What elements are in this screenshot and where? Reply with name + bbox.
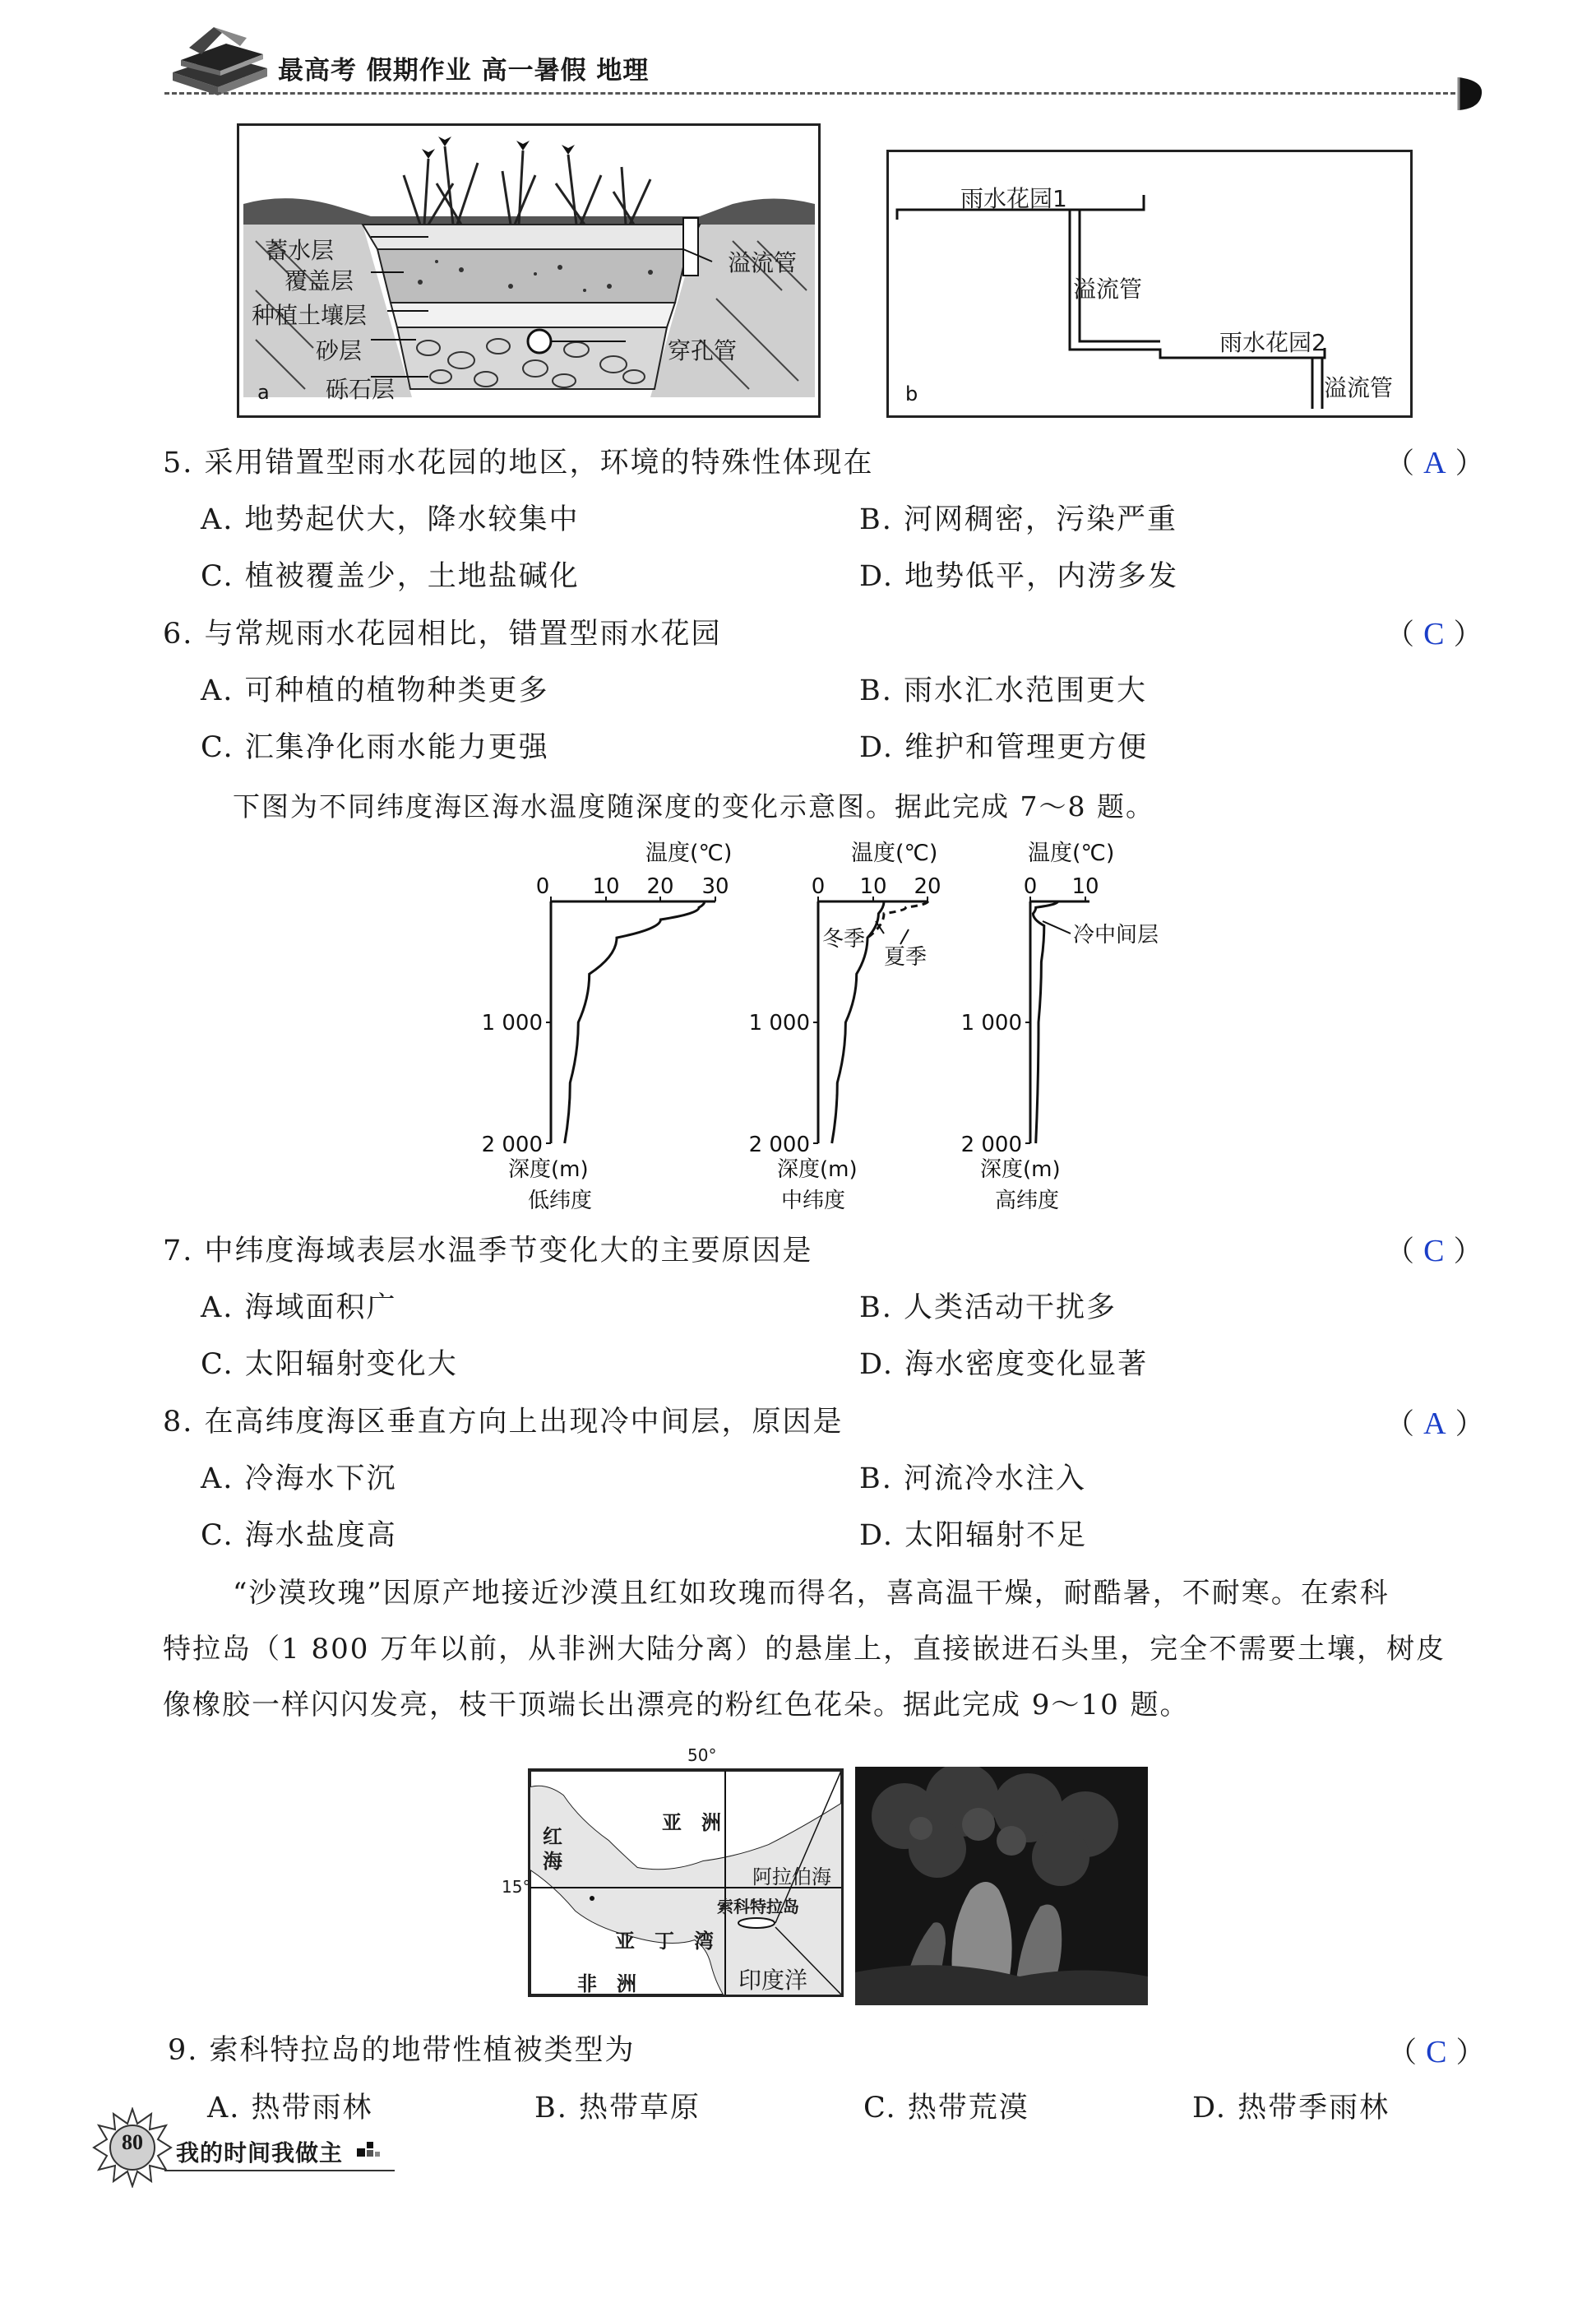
depth-tick-low-1000: 1 000 bbox=[481, 1011, 543, 1036]
winter-label: 冬季 bbox=[822, 927, 866, 952]
question-8-option-c: C. 海水盐度高 bbox=[201, 1519, 397, 1552]
passage-line-1: “沙漠玫瑰”因原产地接近沙漠且红如玫瑰而得名，喜高温干燥，耐酷暑，不耐寒。在索科 bbox=[233, 1577, 1390, 1610]
header-divider bbox=[164, 92, 1455, 95]
tick-high-0: 0 bbox=[1023, 874, 1038, 899]
series-low-latitude bbox=[565, 901, 705, 1143]
question-7-answer: （ C ） bbox=[1386, 1234, 1483, 1268]
question-9-option-d: D. 热带季雨林 bbox=[1192, 2092, 1390, 2125]
tick-low-20: 20 bbox=[646, 874, 674, 899]
question-9-stem: 9. 索科特拉岛的地带性植被类型为 bbox=[168, 2034, 636, 2067]
depth-tick-mid-2000: 2 000 bbox=[748, 1133, 810, 1157]
intro-7-8: 下图为不同纬度海区海水温度随深度的变化示意图。据此完成 7～8 题。 bbox=[233, 790, 1154, 822]
temp-axis-label-low: 温度(℃) bbox=[645, 841, 733, 866]
tick-mid-20: 20 bbox=[914, 874, 941, 899]
question-6-answer: （ C ） bbox=[1386, 617, 1483, 651]
question-6-option-d: D. 维护和管理更方便 bbox=[859, 731, 1149, 764]
cold-layer-label: 冷中间层 bbox=[1073, 923, 1159, 948]
question-5-option-a: A. 地势起伏大，降水较集中 bbox=[201, 503, 580, 536]
summer-label: 夏季 bbox=[884, 945, 928, 970]
footer-slogan: 我的时间我做主 bbox=[176, 2139, 344, 2166]
map-africa: 非 洲 bbox=[577, 1972, 636, 1995]
question-8-answer: （ A ） bbox=[1386, 1406, 1484, 1441]
header-end-mark-icon bbox=[1455, 76, 1485, 112]
passage-line-2: 特拉岛（1 800 万年以前，从非洲大陆分离）的悬崖上，直接嵌进石头里，完全不需要土壤，树皮 bbox=[163, 1633, 1446, 1666]
tick-low-0: 0 bbox=[535, 874, 550, 899]
question-8-stem: 8. 在高纬度海区垂直方向上出现冷中间层，原因是 bbox=[163, 1406, 844, 1439]
answer-letter: C bbox=[1426, 2035, 1447, 2069]
answer-letter: A bbox=[1423, 446, 1446, 480]
series-mid-latitude-summer bbox=[867, 901, 928, 938]
layer-label-3: 砂层 bbox=[316, 337, 363, 364]
depth-label-mid: 深度(m) bbox=[777, 1157, 858, 1182]
garden2-label: 雨水花园2 bbox=[1219, 329, 1326, 356]
question-5-option-d: D. 地势低平，内涝多发 bbox=[859, 560, 1179, 593]
temp-axis-label-high: 温度(℃) bbox=[1028, 841, 1115, 866]
footer-squares-icon bbox=[355, 2138, 388, 2163]
question-7-option-a: A. 海域面积广 bbox=[201, 1291, 397, 1324]
series-high-latitude bbox=[1033, 901, 1057, 1143]
answer-letter: C bbox=[1423, 1234, 1445, 1268]
layer-label-2: 种植土壤层 bbox=[252, 302, 368, 329]
overflow-pipe-label-b1: 溢流管 bbox=[1073, 276, 1143, 303]
map-latitude: 15° bbox=[502, 1877, 531, 1897]
question-8-option-a: A. 冷海水下沉 bbox=[201, 1462, 397, 1495]
overflow-pipe-label-b2: 溢流管 bbox=[1324, 374, 1394, 401]
tick-low-30: 30 bbox=[701, 874, 729, 899]
question-7-option-d: D. 海水密度变化显著 bbox=[859, 1348, 1149, 1381]
question-7-stem: 7. 中纬度海域表层水温季节变化大的主要原因是 bbox=[163, 1235, 813, 1267]
figure-a-label: a bbox=[257, 381, 270, 404]
question-6-option-a: A. 可种植的植物种类更多 bbox=[201, 674, 549, 707]
layer-label-1: 覆盖层 bbox=[285, 267, 354, 294]
map-red-sea: 红海 bbox=[543, 1825, 562, 1873]
header-title: 最高考 假期作业 高一暑假 地理 bbox=[278, 56, 650, 86]
map-asia: 亚 洲 bbox=[662, 1811, 721, 1834]
tick-low-10: 10 bbox=[592, 874, 620, 899]
question-5-option-b: B. 河网稠密，污染严重 bbox=[859, 503, 1177, 536]
map-socotra: 索科特拉岛 bbox=[717, 1897, 799, 1916]
book-stack-icon bbox=[164, 23, 271, 101]
question-9-answer: （ C ） bbox=[1388, 2035, 1485, 2069]
layer-label-4: 砾石层 bbox=[326, 376, 396, 403]
passage-line-3: 像橡胶一样闪闪发亮，枝干顶端长出漂亮的粉红色花朵。据此完成 9～10 题。 bbox=[163, 1689, 1190, 1721]
answer-letter: A bbox=[1423, 1406, 1446, 1441]
depth-tick-low-2000: 2 000 bbox=[481, 1133, 543, 1157]
depth-tick-high-2000: 2 000 bbox=[960, 1133, 1022, 1157]
answer-letter: C bbox=[1423, 617, 1445, 651]
question-9-option-a: A. 热带雨林 bbox=[207, 2092, 373, 2125]
panel-name-low: 低纬度 bbox=[528, 1189, 593, 1213]
tick-high-10: 10 bbox=[1071, 874, 1099, 899]
question-5-stem: 5. 采用错置型雨水花园的地区，环境的特殊性体现在 bbox=[163, 447, 874, 480]
figure-b-label: b bbox=[905, 382, 918, 405]
garden1-label: 雨水花园1 bbox=[960, 185, 1067, 212]
header-logo bbox=[164, 23, 271, 101]
perforated-pipe-label: 穿孔管 bbox=[668, 337, 738, 364]
depth-tick-high-1000: 1 000 bbox=[960, 1011, 1022, 1036]
question-6-option-c: C. 汇集净化雨水能力更强 bbox=[201, 731, 549, 764]
question-6-option-b: B. 雨水汇水范围更大 bbox=[859, 674, 1147, 707]
depth-tick-mid-1000: 1 000 bbox=[748, 1011, 810, 1036]
tick-mid-0: 0 bbox=[811, 874, 826, 899]
layer-label-0: 蓄水层 bbox=[265, 237, 335, 264]
page-number: 80 bbox=[122, 2130, 143, 2154]
panel-name-mid: 中纬度 bbox=[781, 1189, 846, 1213]
question-7-option-c: C. 太阳辐射变化大 bbox=[201, 1348, 458, 1381]
temp-axis-label-mid: 温度(℃) bbox=[851, 841, 938, 866]
tick-mid-10: 10 bbox=[859, 874, 887, 899]
map-indian-ocean: 印度洋 bbox=[738, 1967, 808, 1994]
temperature-depth-chart bbox=[477, 839, 1217, 1226]
map-arabian-sea: 阿拉伯海 bbox=[752, 1865, 831, 1888]
question-5-answer: （ A ） bbox=[1386, 446, 1484, 480]
question-6-stem: 6. 与常规雨水花园相比，错置型雨水花园 bbox=[163, 618, 722, 651]
overflow-pipe-label-a: 溢流管 bbox=[728, 249, 798, 276]
depth-label-low: 深度(m) bbox=[508, 1157, 589, 1182]
question-8-option-b: B. 河流冷水注入 bbox=[859, 1462, 1086, 1495]
question-9-option-c: C. 热带荒漠 bbox=[863, 2092, 1029, 2125]
question-9-option-b: B. 热带草原 bbox=[534, 2092, 701, 2125]
map-longitude: 50° bbox=[687, 1745, 717, 1765]
map-gulf-aden: 亚 丁 湾 bbox=[615, 1930, 714, 1953]
footer-underline bbox=[164, 2170, 395, 2171]
desert-rose-photo bbox=[855, 1767, 1148, 2005]
question-5-option-c: C. 植被覆盖少，土地盐碱化 bbox=[201, 560, 580, 593]
question-7-option-b: B. 人类活动干扰多 bbox=[859, 1291, 1117, 1324]
panel-name-high: 高纬度 bbox=[995, 1189, 1060, 1213]
question-8-option-d: D. 太阳辐射不足 bbox=[859, 1519, 1088, 1552]
depth-label-high: 深度(m) bbox=[980, 1157, 1061, 1182]
